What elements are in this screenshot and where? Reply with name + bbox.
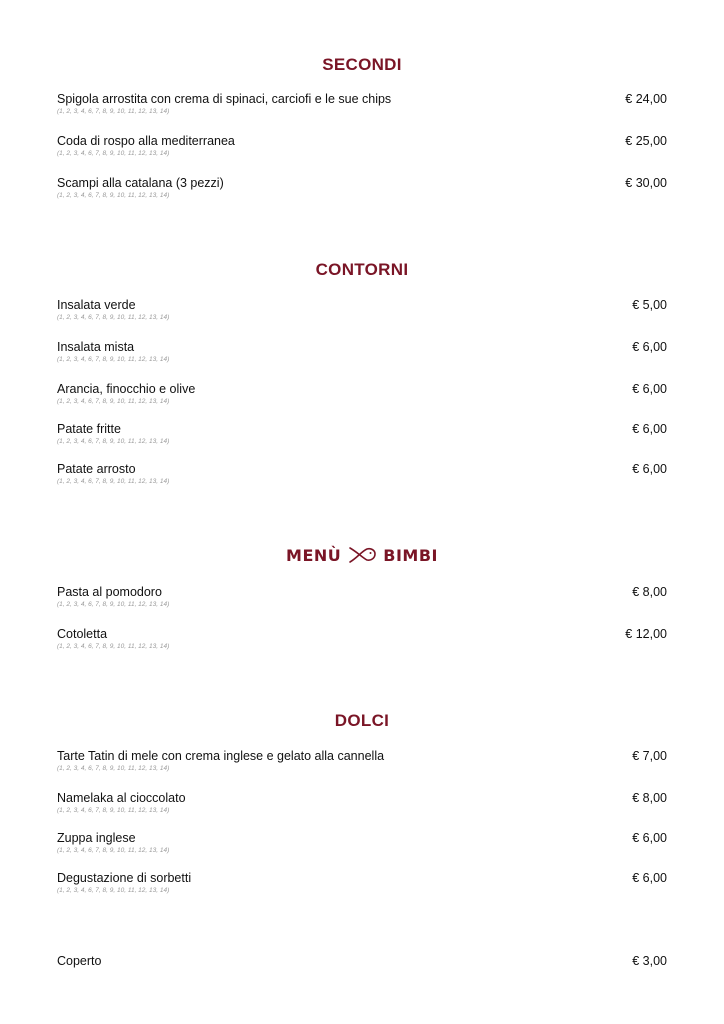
item-allergens: (1, 2, 3, 4, 6, 7, 8, 9, 10, 11, 12, 13, 14) xyxy=(57,356,170,363)
item-price: € 6,00 xyxy=(632,462,667,476)
item-price: € 12,00 xyxy=(625,627,667,641)
item-allergens: (1, 2, 3, 4, 6, 7, 8, 9, 10, 11, 12, 13, 14) xyxy=(57,478,170,485)
menu-item xyxy=(57,340,667,370)
coperto-price: € 3,00 xyxy=(632,954,667,968)
item-allergens: (1, 2, 3, 4, 6, 7, 8, 9, 10, 11, 12, 13, 14) xyxy=(57,108,170,115)
item-name: Coda di rospo alla mediterranea xyxy=(57,134,235,148)
section-title-contorni: CONTORNI xyxy=(315,260,409,279)
item-name: Pasta al pomodoro xyxy=(57,585,162,599)
item-price: € 8,00 xyxy=(632,791,667,805)
item-name: Arancia, finocchio e olive xyxy=(57,382,196,396)
coperto-label: Coperto xyxy=(57,954,102,968)
item-name: Tarte Tatin di mele con crema inglese e gelato alla cannella xyxy=(57,749,385,763)
item-name: Insalata mista xyxy=(57,340,135,354)
item-allergens: (1, 2, 3, 4, 6, 7, 8, 9, 10, 11, 12, 13, 14) xyxy=(57,765,170,772)
section-title-menu-bimbi xyxy=(0,544,724,566)
menu-item xyxy=(57,462,667,492)
item-allergens: (1, 2, 3, 4, 6, 7, 8, 9, 10, 11, 12, 13, 14) xyxy=(57,887,170,894)
coperto-row xyxy=(57,954,667,984)
menu-item xyxy=(57,749,667,779)
item-allergens: (1, 2, 3, 4, 6, 7, 8, 9, 10, 11, 12, 13, 14) xyxy=(57,192,170,199)
menu-item xyxy=(57,92,667,122)
item-name: Zuppa inglese xyxy=(57,831,136,845)
item-name: Patate arrosto xyxy=(57,462,136,476)
item-allergens: (1, 2, 3, 4, 6, 7, 8, 9, 10, 11, 12, 13, 14) xyxy=(57,601,170,608)
menu-item xyxy=(57,627,667,657)
item-allergens: (1, 2, 3, 4, 6, 7, 8, 9, 10, 11, 12, 13, 14) xyxy=(57,847,170,854)
item-name: Spigola arrostita con crema di spinaci, carciofi e le sue chips xyxy=(57,92,392,106)
item-price: € 6,00 xyxy=(632,831,667,845)
section-title-secondi: SECONDI xyxy=(322,55,402,74)
item-name: Patate fritte xyxy=(57,422,121,436)
menu-bimbi-title-left: MENÙ xyxy=(286,545,342,565)
menu-item xyxy=(57,382,667,412)
menu-item xyxy=(57,298,667,328)
item-price: € 6,00 xyxy=(632,340,667,354)
item-allergens: (1, 2, 3, 4, 6, 7, 8, 9, 10, 11, 12, 13, 14) xyxy=(57,807,170,814)
fish-icon xyxy=(347,544,377,566)
item-price: € 24,00 xyxy=(625,92,667,106)
item-price: € 7,00 xyxy=(632,749,667,763)
item-name: Cotoletta xyxy=(57,627,108,641)
menu-item xyxy=(57,176,667,206)
item-price: € 6,00 xyxy=(632,422,667,436)
item-allergens: (1, 2, 3, 4, 6, 7, 8, 9, 10, 11, 12, 13, 14) xyxy=(57,438,170,445)
item-price: € 5,00 xyxy=(632,298,667,312)
item-allergens: (1, 2, 3, 4, 6, 7, 8, 9, 10, 11, 12, 13, 14) xyxy=(57,150,170,157)
item-allergens: (1, 2, 3, 4, 6, 7, 8, 9, 10, 11, 12, 13, 14) xyxy=(57,398,170,405)
item-allergens: (1, 2, 3, 4, 6, 7, 8, 9, 10, 11, 12, 13, 14) xyxy=(57,643,170,650)
item-allergens: (1, 2, 3, 4, 6, 7, 8, 9, 10, 11, 12, 13, 14) xyxy=(57,314,170,321)
section-title-dolci: DOLCI xyxy=(334,711,390,730)
menu-item xyxy=(57,791,667,821)
menu-bimbi-title-right: BIMBI xyxy=(383,545,438,565)
menu-item xyxy=(57,422,667,452)
item-name: Namelaka al cioccolato xyxy=(57,791,186,805)
item-price: € 8,00 xyxy=(632,585,667,599)
item-name: Insalata verde xyxy=(57,298,136,312)
item-name: Scampi alla catalana (3 pezzi) xyxy=(57,176,224,190)
item-name: Degustazione di sorbetti xyxy=(57,871,192,885)
menu-item xyxy=(57,134,667,164)
menu-item xyxy=(57,585,667,615)
item-price: € 30,00 xyxy=(625,176,667,190)
item-price: € 6,00 xyxy=(632,382,667,396)
menu-item xyxy=(57,831,667,861)
menu-item xyxy=(57,871,667,901)
item-price: € 25,00 xyxy=(625,134,667,148)
item-price: € 6,00 xyxy=(632,871,667,885)
